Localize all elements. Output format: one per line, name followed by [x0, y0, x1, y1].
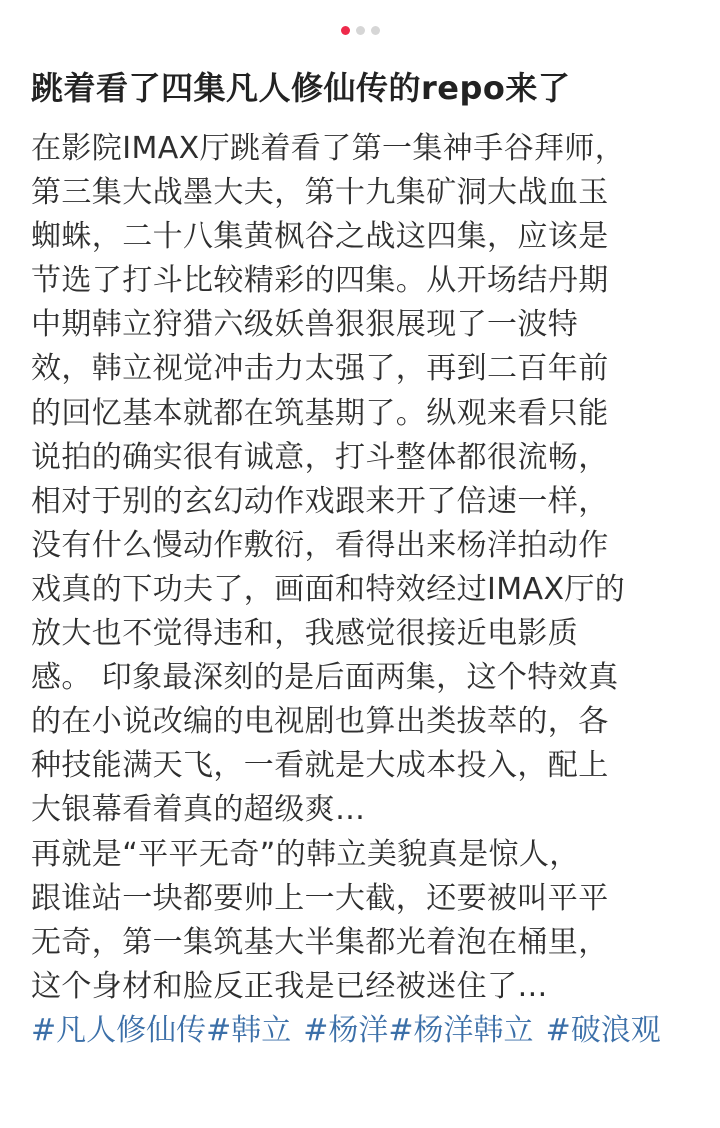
- hashtag-row: [31, 1009, 701, 1053]
- post-text-line: 戏真的下功夫了，画面和特效经过IMAX厅的: [31, 571, 626, 607]
- post-body: [31, 127, 701, 1053]
- carousel-dot[interactable]: [371, 26, 380, 35]
- post-text-line: 说拍的确实很有诚意，打斗整体都很流畅，: [31, 439, 609, 475]
- hashtag-link[interactable]: #凡人修仙传: [31, 1012, 207, 1048]
- post-text-line: 在影院IMAX厅跳着看了第一集神手谷拜师，: [31, 131, 626, 166]
- hashtag-link[interactable]: #破浪观: [545, 1012, 661, 1048]
- carousel-dot[interactable]: [356, 26, 365, 35]
- carousel-indicator: [0, 26, 720, 35]
- post-text-line: 中期韩立狩猎六级妖兽狠狠展现了一波特: [31, 307, 579, 343]
- post-text-line: 无奇，第一集筑基大半集都光着泡在桶里，: [31, 924, 609, 960]
- post-text-line: 感。 印象最深刻的是后面两集，这个特效真: [31, 660, 619, 696]
- post-text-line: 第三集大战墨大夫，第十九集矿洞大战血玉: [31, 175, 609, 211]
- post-text-line: 效，韩立视觉冲击力太强了，再到二百年前: [31, 351, 609, 387]
- post-title: 跳着看了四集凡人修仙传的repo来了: [31, 69, 571, 107]
- post-text-line: 跟谁站一块都要帅上一大截，还要被叫平平: [31, 880, 609, 916]
- post-text-line: 再就是“平平无奇”的韩立美貌真是惊人，: [31, 836, 580, 872]
- hashtag-link[interactable]: #杨洋: [303, 1012, 389, 1048]
- carousel-dot-active[interactable]: [341, 26, 350, 35]
- post-text-line: 这个身材和脸反正我是已经被迷住了…: [31, 968, 548, 1004]
- post-text-line: 的回忆基本就都在筑基期了。纵观来看只能: [31, 395, 609, 431]
- post-text-line: 大银幕看着真的超级爽…: [31, 792, 366, 828]
- post-text-line: 蜘蛛，二十八集黄枫谷之战这四集，应该是: [31, 219, 609, 255]
- post-text-line: 放大也不觉得违和，我感觉很接近电影质: [31, 616, 579, 652]
- hashtag-link[interactable]: #杨洋韩立: [388, 1012, 534, 1048]
- hashtag-link[interactable]: #韩立: [206, 1012, 292, 1048]
- post-text-line: 节选了打斗比较精彩的四集。从开场结丹期: [31, 263, 609, 299]
- post-text-line: 的在小说改编的电视剧也算出类拔萃的，各: [31, 704, 609, 740]
- post-text-line: 相对于别的玄幻动作戏跟来开了倍速一样，: [31, 483, 609, 519]
- post-text-line: 种技能满天飞，一看就是大成本投入，配上: [31, 748, 609, 784]
- post-text-line: 没有什么慢动作敷衍，看得出来杨洋拍动作: [31, 527, 609, 563]
